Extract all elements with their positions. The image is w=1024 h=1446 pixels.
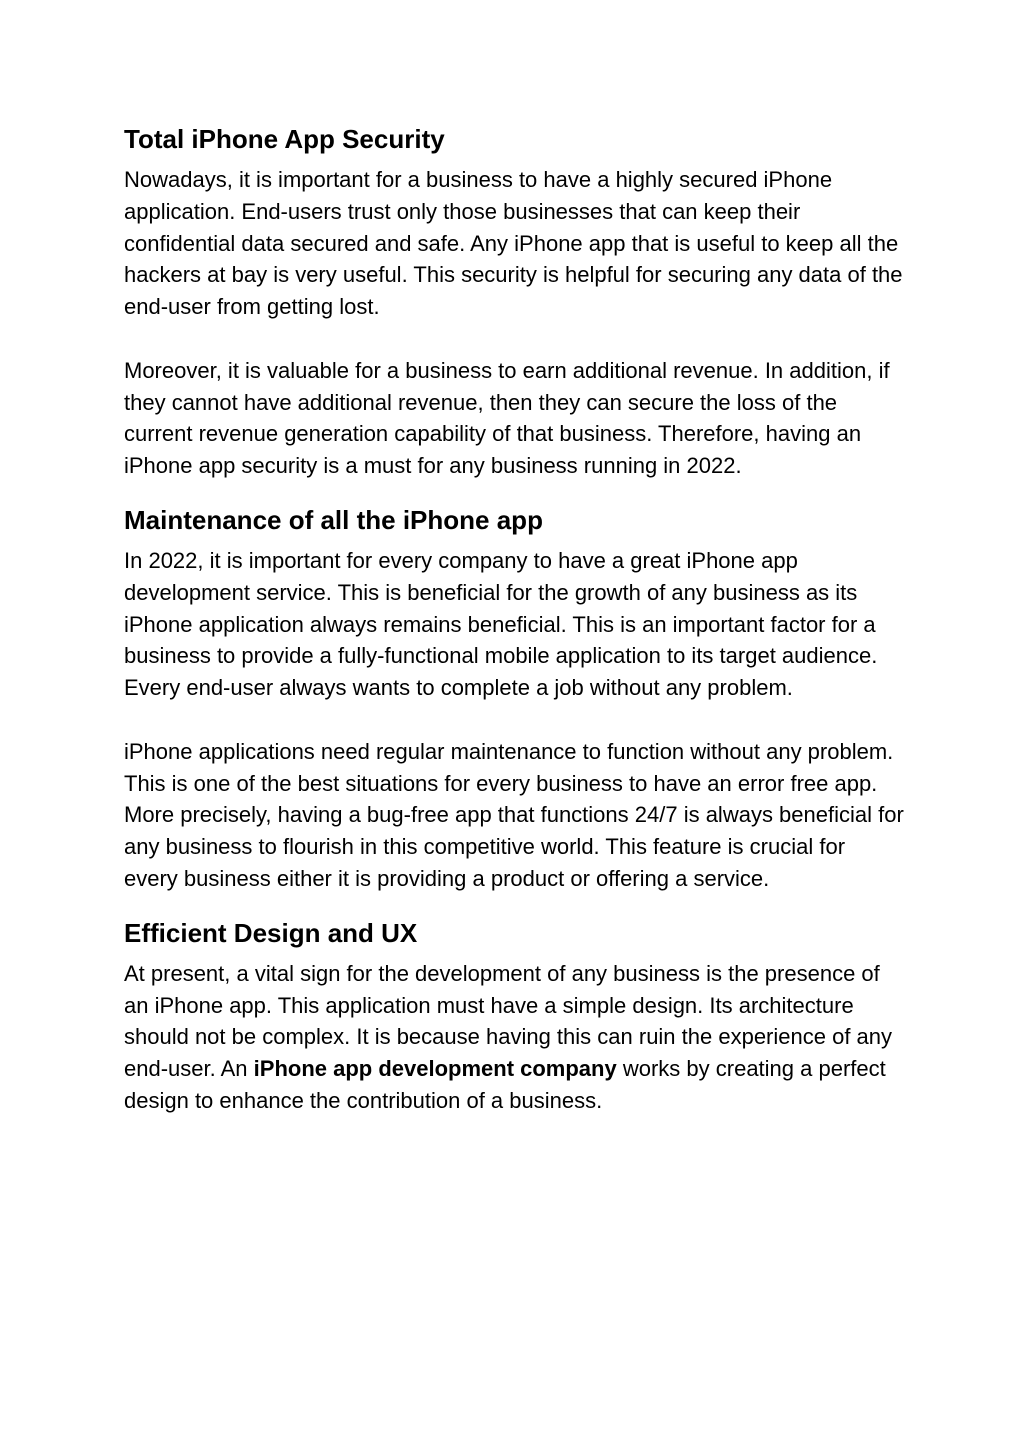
section-heading: Total iPhone App Security [124,124,445,154]
paragraph [124,958,904,1117]
paragraph-text-after: works by creating a perfect design to enhance the contribution of a business. [124,1056,886,1113]
section-app-security [124,119,904,482]
paragraph: Nowadays, it is important for a business to have a highly secured iPhone application. End-users trust only those businesses that can keep their confidential data secured and safe. Any iPhone app that is useful to keep all the hackers at bay is very useful. This security is helpful for securing any data of the end-user from getting lost. [124,167,903,320]
paragraph-text-before: At present, a vital sign for the development of any business is the presence of an iPhone app. This application must have a simple design. Its architecture should not be complex. It is because having this can ruin the experience of any end-user. An [124,960,893,1082]
section-maintenance [124,500,904,895]
section-heading: Maintenance of all the iPhone app [124,504,543,535]
document-page [124,119,904,1117]
section-design-ux [124,913,904,1117]
bold-keyword: iPhone app development company [253,1056,617,1082]
section-heading: Efficient Design and UX [124,917,418,948]
paragraph: Moreover, it is valuable for a business to earn additional revenue. In addition, if they cannot have additional revenue, then they can secure the loss of the current revenue generation capability of that business. Therefore, having an iPhone app security is a must for any business running in 2022. [124,357,890,479]
paragraph: iPhone applications need regular maintenance to function without any problem. This is one of the best situations for every business to have an error free app. More precisely, having a bug-free app that functions 24/7 is always beneficial for any business to flourish in this competitive world. This feature is crucial for every business either it is providing a product or offering a service. [124,738,904,891]
paragraph: In 2022, it is important for every company to have a great iPhone app development service. This is beneficial for the growth of any business as its iPhone application always remains beneficial. This is an important factor for a business to provide a fully-functional mobile application to its target audience. Every end-user always wants to complete a job without any problem. [124,547,878,701]
